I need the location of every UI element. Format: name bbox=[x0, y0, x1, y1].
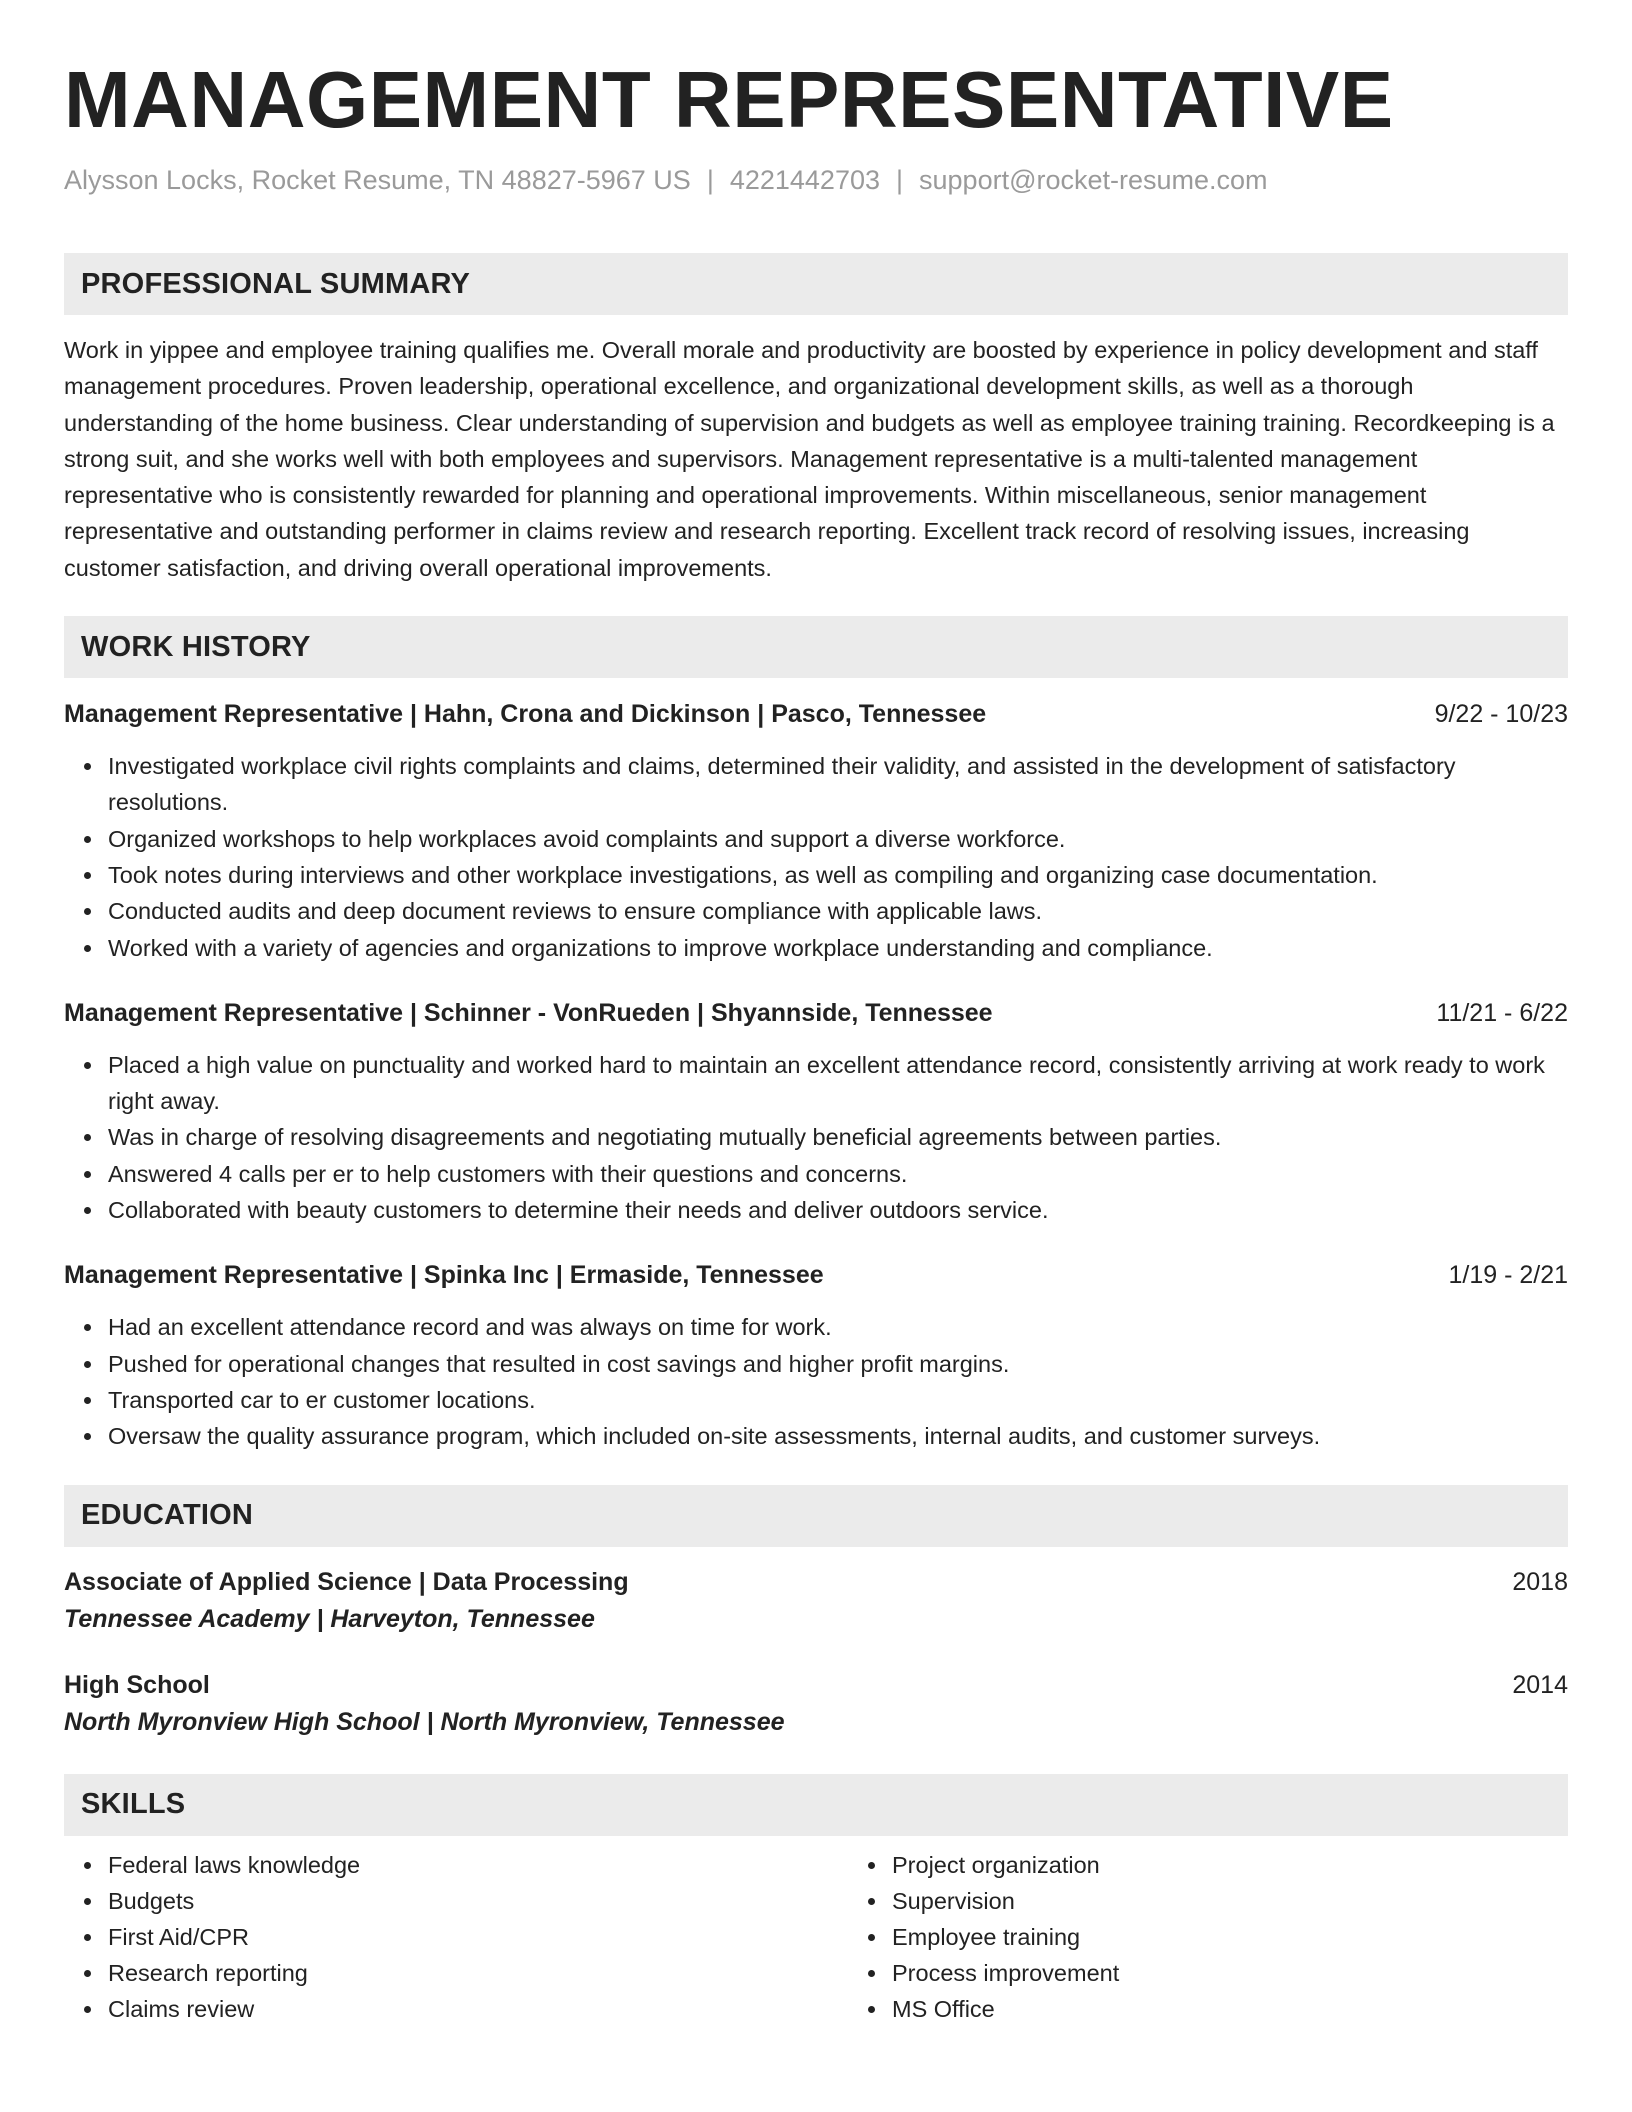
education-year: 2018 bbox=[1512, 1567, 1568, 1596]
job-title: Management Representative | Schinner - VonRueden | Shyannside, Tennessee bbox=[64, 998, 993, 1027]
summary-text: Work in yippee and employee training qualifies me. Overall morale and productivity are boosted by experience in policy development and staff management procedures. Proven leadership, operational excellence, and organizational development skills, as well as a thorough understanding of the home business. Clear understanding of supervision and budgets as well as employee training training. Recordkeeping is a strong suit, and she works well with both employees and supervisors. Management representative is a multi-talented management representative who is consistently rewarded for planning and operational improvements. Within miscellaneous, senior management representative and outstanding performer in claims review and research reporting. Excellent track record of resolving issues, increasing customer satisfaction, and driving overall operational improvements. bbox=[64, 337, 1555, 581]
job-dates: 1/19 - 2/21 bbox=[1448, 1261, 1568, 1290]
job-bullet: Collaborated with beauty customers to determine their needs and deliver outdoors service. bbox=[108, 1192, 1568, 1228]
contact-phone: 4221442703 bbox=[729, 165, 880, 195]
skills-list-left bbox=[64, 1847, 848, 2027]
job-bullet: Conducted audits and deep document reviews to ensure compliance with applicable laws. bbox=[108, 893, 1568, 929]
job-bullet: Organized workshops to help workplaces avoid complaints and support a diverse workforce. bbox=[108, 821, 1568, 857]
skill-item: Research reporting bbox=[108, 1955, 848, 1991]
education-degree: Associate of Applied Science | Data Processing bbox=[64, 1567, 629, 1596]
education-heading: EDUCATION bbox=[64, 1485, 1568, 1547]
job-bullet: Answered 4 calls per er to help customers with their questions and concerns. bbox=[108, 1156, 1568, 1192]
contact-separator: | bbox=[706, 165, 714, 195]
skill-item: Process improvement bbox=[892, 1955, 1119, 1991]
contact-email[interactable]: support@rocket-resume.com bbox=[919, 165, 1268, 195]
job-bullet: Pushed for operational changes that resulted in cost savings and higher profit margins. bbox=[108, 1346, 1568, 1382]
job-bullet: Took notes during interviews and other workplace investigations, as well as compiling and organizing case documentation. bbox=[108, 857, 1568, 893]
education-degree: High School bbox=[64, 1670, 210, 1699]
job-bullet: Transported car to er customer locations. bbox=[108, 1382, 1568, 1418]
skill-item: Budgets bbox=[108, 1883, 848, 1919]
job-bullets bbox=[64, 748, 1568, 966]
job-bullet: Placed a high value on punctuality and worked hard to maintain an excellent attendance record, consistently arriving at work ready to work right away. bbox=[108, 1047, 1568, 1120]
skill-item: Federal laws knowledge bbox=[108, 1847, 848, 1883]
job-bullet: Was in charge of resolving disagreements and negotiating mutually beneficial agreements between parties. bbox=[108, 1119, 1568, 1155]
contact-separator: | bbox=[896, 165, 904, 195]
summary-heading: PROFESSIONAL SUMMARY bbox=[64, 253, 1568, 315]
skill-item: First Aid/CPR bbox=[108, 1919, 848, 1955]
education-entry bbox=[64, 1565, 1568, 1637]
job-title: Management Representative | Hahn, Crona and Dickinson | Pasco, Tennessee bbox=[64, 700, 987, 729]
work-history-heading: WORK HISTORY bbox=[64, 616, 1568, 678]
job-bullets bbox=[64, 1047, 1568, 1228]
skill-item: Employee training bbox=[892, 1919, 1119, 1955]
skill-item: Claims review bbox=[108, 1991, 848, 2027]
job-bullet: Investigated workplace civil rights complaints and claims, determined their validity, and assisted in the development of satisfactory resolutions. bbox=[108, 748, 1568, 821]
skill-item: Supervision bbox=[892, 1883, 1119, 1919]
education-school: North Myronview High School | North Myronview, Tennessee bbox=[64, 1707, 785, 1736]
education-header-row bbox=[64, 1565, 1568, 1599]
education-year: 2014 bbox=[1512, 1670, 1568, 1699]
education-header-row bbox=[64, 1668, 1568, 1702]
skills-list-right bbox=[848, 1847, 1119, 2027]
job-header-row bbox=[64, 1258, 1568, 1292]
skills-columns bbox=[64, 1847, 1568, 2027]
job-bullets bbox=[64, 1309, 1568, 1454]
skills-heading: SKILLS bbox=[64, 1774, 1568, 1836]
resume-title: MANAGEMENT REPRESENTATIVE bbox=[64, 55, 1394, 144]
contact-line bbox=[64, 162, 1568, 198]
education-school: Tennessee Academy | Harveyton, Tennessee bbox=[64, 1604, 595, 1633]
job-bullet: Had an excellent attendance record and was always on time for work. bbox=[108, 1309, 1568, 1345]
job-dates: 11/21 - 6/22 bbox=[1436, 998, 1568, 1027]
skill-item: Project organization bbox=[892, 1847, 1119, 1883]
job-entry bbox=[64, 1258, 1568, 1454]
job-entry bbox=[64, 996, 1568, 1228]
job-bullet: Oversaw the quality assurance program, which included on-site assessments, internal audits, and customer surveys. bbox=[108, 1418, 1568, 1454]
job-entry bbox=[64, 697, 1568, 966]
job-header-row bbox=[64, 996, 1568, 1030]
skill-item: MS Office bbox=[892, 1991, 1119, 2027]
contact-address: Alysson Locks, Rocket Resume, TN 48827-5967 US bbox=[64, 165, 691, 195]
job-dates: 9/22 - 10/23 bbox=[1434, 700, 1568, 729]
job-bullet: Worked with a variety of agencies and organizations to improve workplace understanding and compliance. bbox=[108, 930, 1568, 966]
education-entry bbox=[64, 1668, 1568, 1740]
job-header-row bbox=[64, 697, 1568, 731]
job-title: Management Representative | Spinka Inc | Ermaside, Tennessee bbox=[64, 1261, 824, 1290]
